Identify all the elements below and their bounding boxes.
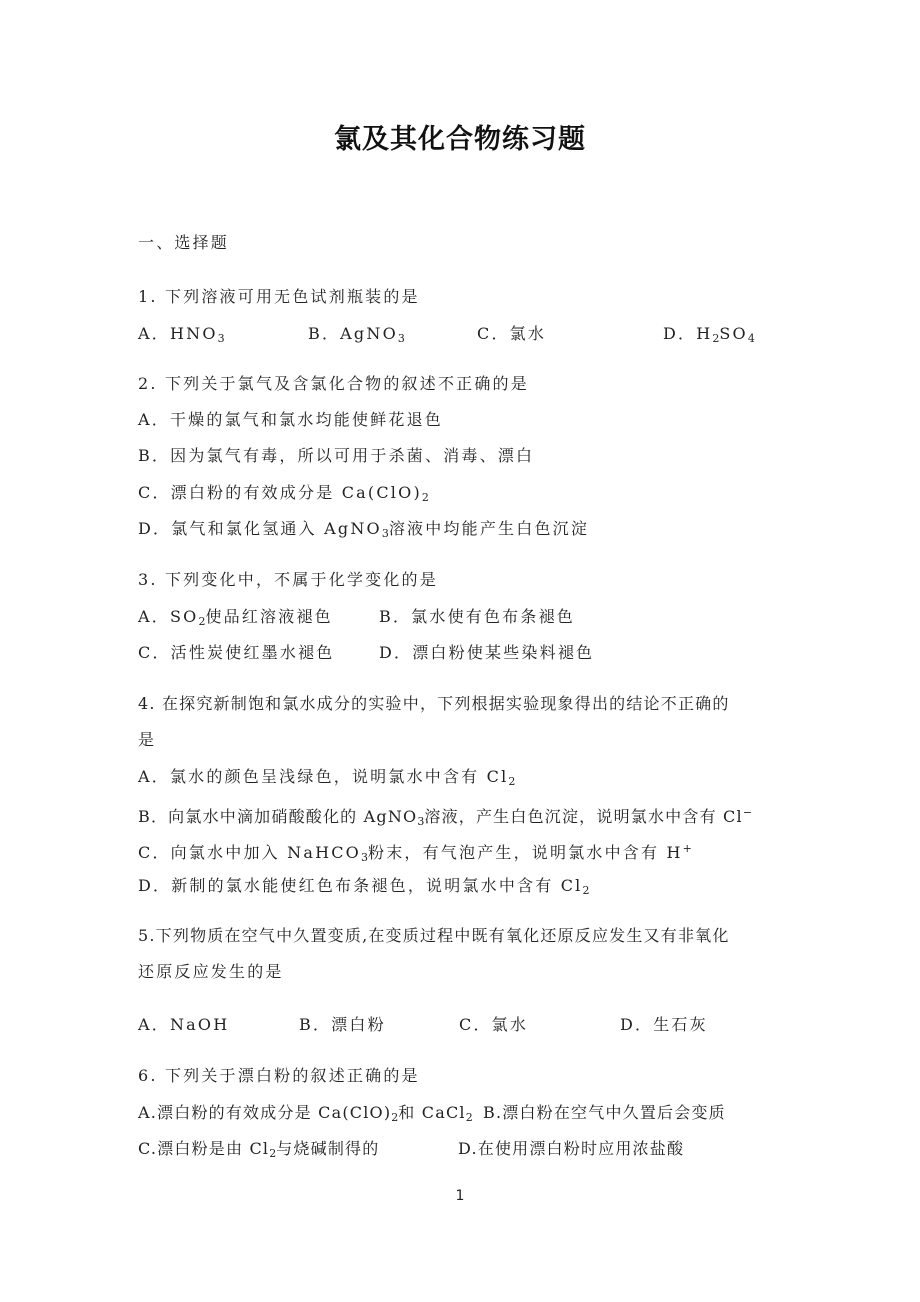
question-6-option-b: B.漂白粉在空气中久置后会变质: [483, 1103, 726, 1122]
question-3-stem: 3. 下列变化中，不属于化学变化的是: [138, 570, 438, 589]
question-1-option-d: D．$H_2SO_4$: [663, 324, 755, 345]
document-title: 氯及其化合物练习题: [334, 124, 586, 155]
question-2-option-a: A．干燥的氯气和氯水均能使鲜花退色: [138, 410, 443, 429]
question-4-option-b: B．向氯水中滴加硝酸酸化的 AgNO$_3$溶液，产生白色沉淀，说明氯水中含有 Cl−: [138, 806, 753, 828]
question-3-option-d: D．漂白粉使某些染料褪色: [379, 643, 595, 662]
question-4-stem-line-2: 是: [138, 730, 157, 749]
question-5-option-c: C．氯水: [459, 1015, 529, 1034]
question-1-option-a: A．$HNO_3$: [138, 324, 225, 345]
question-4-option-c: C．向氯水中加入 NaHCO$_3$粉末，有气泡产生，说明氯水中含有 H+: [138, 842, 692, 864]
question-5-stem-line-2: 还原反应发生的是: [138, 962, 284, 981]
question-4-stem-line-1: 4. 在探究新制饱和氯水成分的实验中，下列根据实验现象得出的结论不正确的: [138, 694, 730, 713]
question-1-option-b: B．AgNO$_3$: [308, 324, 405, 345]
question-2-option-b: B．因为氯气有毒，所以可用于杀菌、消毒、漂白: [138, 446, 535, 465]
question-2-stem: 2. 下列关于氯气及含氯化合物的叙述不正确的是: [138, 374, 529, 393]
question-3-option-a: A．$SO_2$使品红溶液褪色: [138, 607, 333, 628]
question-5-option-b: B．漂白粉: [299, 1015, 386, 1034]
question-6-option-d: D.在使用漂白粉时应用浓盐酸: [458, 1139, 685, 1158]
question-6-stem: 6. 下列关于漂白粉的叙述正确的是: [138, 1066, 420, 1085]
question-3-option-b: B．氯水使有色布条褪色: [379, 607, 575, 626]
question-3-option-c: C．活性炭使红墨水褪色: [138, 643, 335, 662]
question-2-option-c: C．漂白粉的有效成分是 $Ca(ClO)_2$: [138, 483, 429, 504]
question-5-stem-line-1: 5.下列物质在空气中久置变质,在变质过程中既有氧化还原反应发生又有非氧化: [138, 926, 730, 945]
question-5-option-d: D．生石灰: [620, 1015, 708, 1034]
page-number: 1: [455, 1188, 465, 1204]
question-1-option-c: C．氯水: [477, 324, 547, 343]
question-6-option-c: C.漂白粉是由 $Cl_2$与烧碱制得的: [138, 1139, 380, 1160]
question-2-option-d: D．氯气和氯化氢通入 AgNO$_3$溶液中均能产生白色沉淀: [138, 519, 590, 540]
question-1-stem: 1. 下列溶液可用无色试剂瓶装的是: [138, 287, 420, 306]
section-heading: 一、选择题: [138, 233, 230, 252]
question-5-option-a: A．NaOH: [138, 1015, 230, 1034]
question-6-option-a: A.漂白粉的有效成分是 $Ca(ClO)_2$和 CaCl$_2$: [138, 1103, 473, 1124]
question-4-option-d: D．新制的氯水能使红色布条褪色，说明氯水中含有 $Cl_2$: [138, 876, 590, 897]
question-4-option-a: A．氯水的颜色呈浅绿色，说明氯水中含有 $Cl_2$: [138, 767, 516, 788]
